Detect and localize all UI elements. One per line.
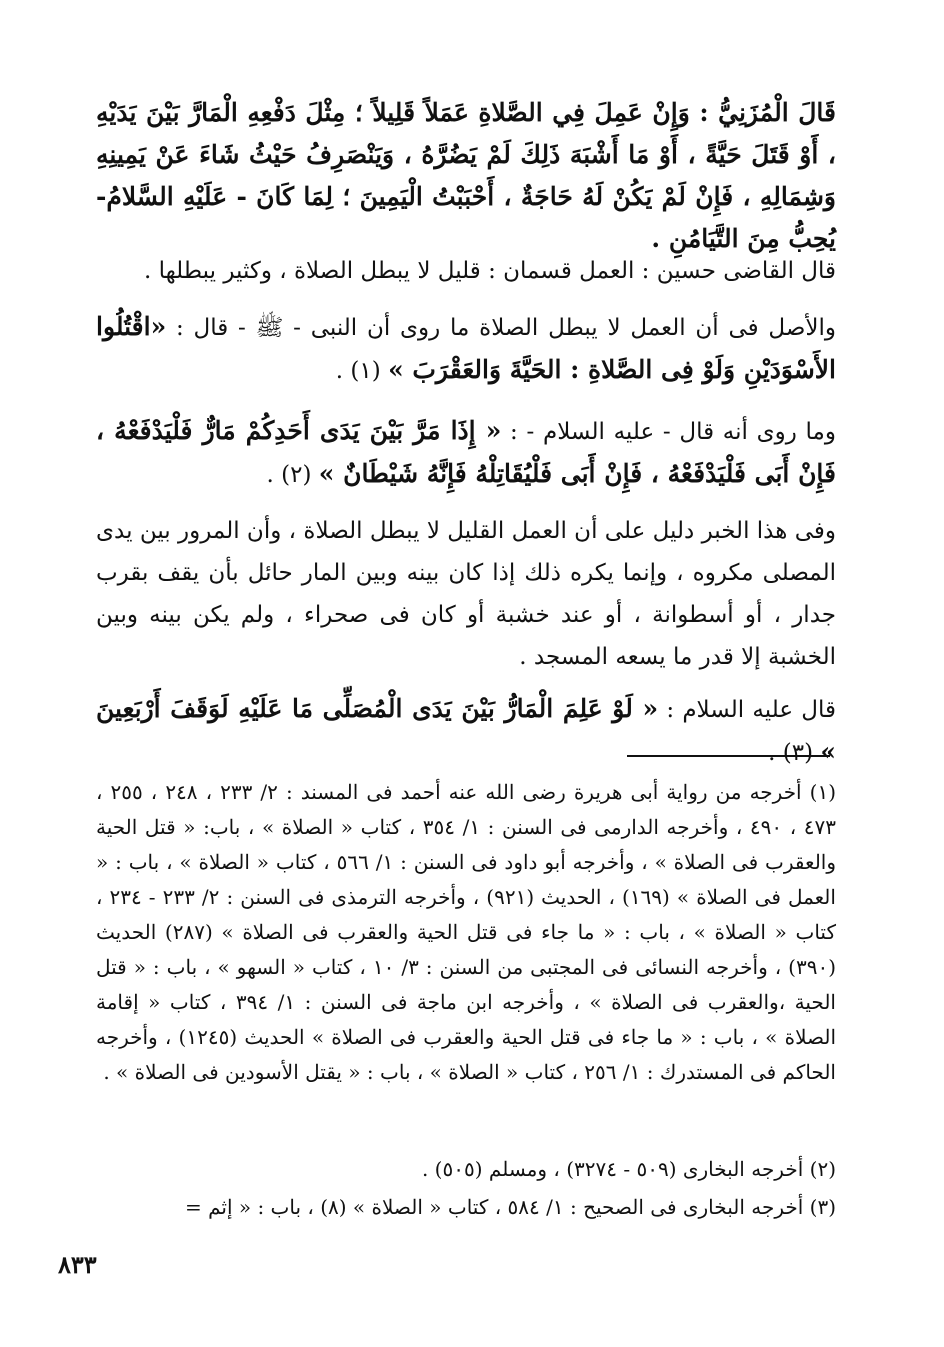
paragraph-asl-intro: والأصل فى أن العمل لا يبطل الصلاة ما روى أن النبى - ﷺ - قال : — [166, 315, 836, 341]
hadith-quote-1: «اقْتُلُوا الأَسْوَدَيْنِ وَلَوْ فِى الصَّلاةِ : الحَيَّةَ وَالعَقْرَبَ » — [96, 312, 836, 384]
paragraph-ma-rawa-text — [96, 410, 836, 496]
footnote-2 — [96, 1152, 836, 1187]
footnote-ref-1: (١) . — [335, 358, 389, 384]
paragraph-asl — [96, 306, 836, 392]
page-number: ٨٣٣ — [58, 1250, 97, 1279]
paragraph-khabar-text: وفى هذا الخبر دليل على أن العمل القليل لا يبطل الصلاة ، وأن المرور بين يدى المصلى مكروه ، وإنما يكره ذلك إذا كان بينه وبين المار حائل بأن يقف بقرب جدار ، أو أسطوانة ، أو عند خشبة أو كان فى صحراء ، ولم يكن بينه وبين الخشبة إلا قدر ما يسعه المسجد . — [96, 518, 836, 670]
paragraph-qadi-husayn-text: قال القاضى حسين : العمل قسمان : قليل لا يبطل الصلاة ، وكثير يبطلها . — [143, 258, 836, 284]
hadith-quote-3: « لَوْ عَلِمَ الْمَارُّ بَيْنَ يَدَى الْمُصَلِّى مَا عَلَيْهِ لَوَقَفَ أَرْبَعِينَ » — [96, 694, 836, 766]
footnote-2-text: (٢) أخرجه البخارى (٥٠٩ - ٣٢٧٤) ، ومسلم (٥٠٥) . — [421, 1157, 836, 1181]
footnote-1-text: (١) أخرجه من رواية أبى هريرة رضى الله عنه أحمد فى المسند : ٢/ ٢٣٣ ، ٢٤٨ ، ٢٥٥ ، ٤٧٣ ، ٤٩٠ ، وأخرجه الدارمى فى السنن : ١/ ٣٥٤ ، كتاب « الصلاة » ، باب: « قتل الحية والعقرب فى الصلاة » ، وأخرجه أبو داود فى السنن : ١/ ٥٦٦ ، كتاب « الصلاة » ، باب : « العمل فى الصلاة » (١٦٩) ، الحديث (٩٢١) ، وأخرجه الترمذى فى السنن : ٢/ ٢٣٣ - ٢٣٤ ، كتاب « الصلاة » ، باب : « ما جاء فى قتل الحية والعقرب فى الصلاة » (٢٨٧) الحديث (٣٩٠) ، وأخرجه النسائى فى المجتبى من السنن : ٣/ ١٠ ، كتاب « السهو » ، باب : « قتل الحية ،والعقرب فى الصلاة » ، وأخرجه ابن ماجة فى السنن : ١/ ٣٩٤ ، كتاب « إقامة الصلاة » ، باب : « ما جاء فى قتل الحية والعقرب فى الصلاة » الحديث (١٢٤٥) ، وأخرجه الحاكم فى المستدرك : ١/ ٢٥٦ ، كتاب « الصلاة » ، باب : « يقتل الأسودين فى الصلاة » . — [96, 780, 837, 1084]
hadith-quote-2: « إِذَا مَرَّ بَيْنَ يَدَى أَحَدِكُمْ مَارٌّ فَلْيَدْفَعْهُ ، فَإِنْ أَبَى فَلْيَدْفَعْهُ ، فَإِنْ أَبَى فَلْيُقَاتِلْهُ فَإِنَّهُ شَيْطَانٌ » — [96, 416, 836, 488]
paragraph-ma-rawa — [96, 410, 836, 496]
paragraph-muzani — [96, 92, 836, 260]
paragraph-qala-alayhi — [96, 688, 836, 774]
footnote-separator — [627, 755, 830, 757]
footnote-ref-3: (٣) . — [768, 740, 821, 766]
paragraph-qadi-husayn — [96, 250, 836, 292]
paragraph-qala-alayhi-intro: قال عليه السلام : — [658, 697, 836, 723]
footnote-ref-2: (٢) . — [266, 462, 319, 488]
paragraph-ma-rawa-intro: وما روى أنه قال - عليه السلام - : — [501, 419, 836, 445]
footnote-3-text: (٣) أخرجه البخارى فى الصحيح : ١/ ٥٨٤ ، كتاب « الصلاة » (٨) ، باب : « إثم = — [184, 1195, 836, 1219]
footnote-1 — [96, 775, 836, 1090]
paragraph-qala-alayhi-text — [96, 688, 836, 774]
paragraph-khabar — [96, 510, 836, 678]
footnote-3 — [96, 1190, 836, 1225]
paragraph-muzani-text: قَالَ الْمُزَنِيُّ : وَإِنْ عَمِلَ فِي الصَّلاةِ عَمَلاً قَلِيلاً ؛ مِثْلَ دَفْعِهِ الْمَارَّ بَيْنَ يَدَيْهِ ، أَوْ قَتَلَ حَيَّةً ، أَوْ مَا أَشْبَهَ ذَلِكَ لَمْ يَضُرَّهُ ، وَيَنْصَرِفُ حَيْثُ شَاءَ عَنْ يَمِينِهِ وَشِمَالِهِ ، فَإِنْ لَمْ يَكُنْ لَهُ حَاجَةٌ ، أَحْبَبْتُ الْيَمِينَ ؛ لِمَا كَانَ - عَلَيْهِ السَّلامُ- يُحِبُّ مِنَ التَّيَامُنِ . — [96, 98, 836, 253]
paragraph-asl-text — [96, 306, 836, 392]
